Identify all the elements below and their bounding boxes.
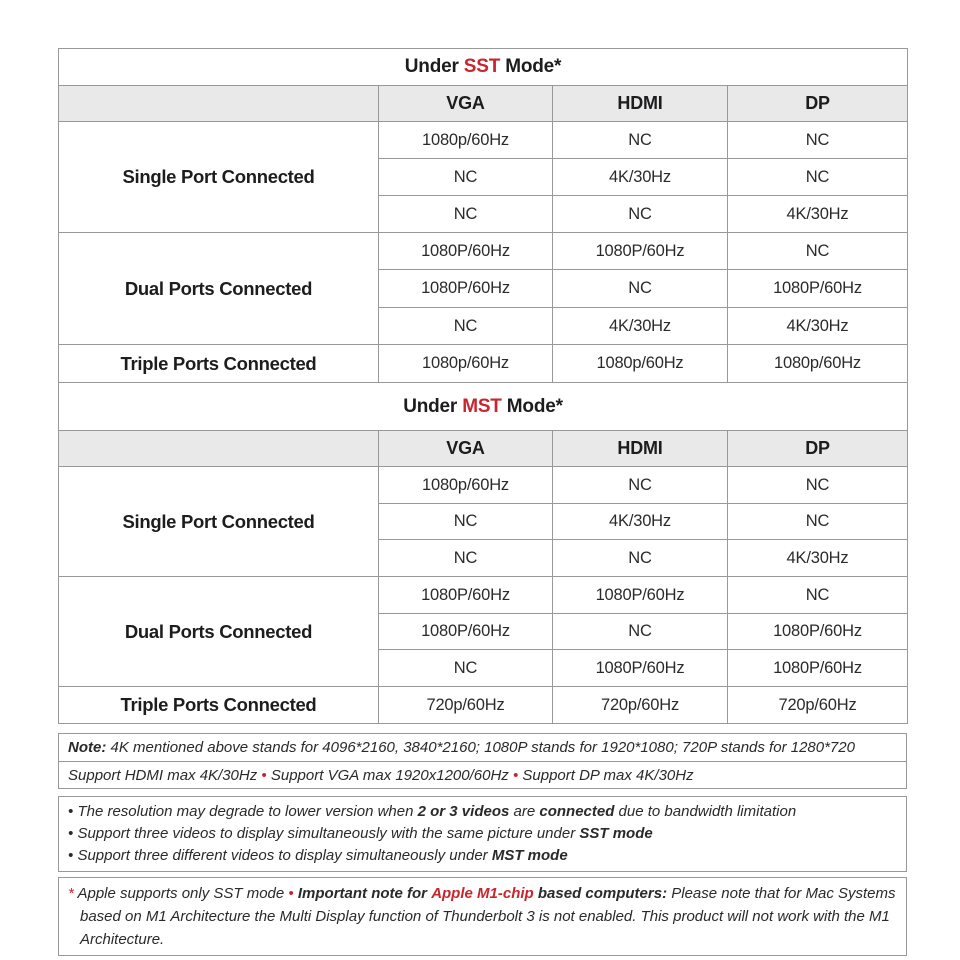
column-header-hdmi: HDMI: [553, 431, 728, 467]
bullet-marker: •: [68, 803, 74, 820]
column-header-dp: DP: [728, 431, 908, 467]
apple-note-text: [68, 882, 897, 951]
resolution-cell: NC: [379, 504, 553, 540]
resolution-cell: 4K/30Hz: [553, 159, 728, 196]
resolution-cell: NC: [728, 233, 908, 270]
resolution-cell: 1080P/60Hz: [728, 650, 908, 687]
bullet-text: The resolution may degrade to lower version when: [77, 803, 418, 820]
sst-title-row: [59, 49, 908, 86]
resolution-cell: NC: [553, 540, 728, 577]
mode-name-mst: MST: [462, 395, 502, 417]
resolution-cell: NC: [379, 159, 553, 196]
bullet-text: due to bandwidth limitation: [614, 803, 797, 820]
resolution-cell: 4K/30Hz: [728, 540, 908, 577]
bullet-text-bold: SST mode: [579, 825, 653, 842]
table-row: [59, 577, 908, 614]
resolution-cell: 1080P/60Hz: [379, 270, 553, 308]
support-text: Support VGA max 1920x1200/60Hz: [270, 766, 509, 784]
sst-triple-ports-label: Triple Ports Connected: [59, 345, 379, 383]
resolution-cell: 4K/30Hz: [728, 308, 908, 345]
table-row: [59, 233, 908, 270]
title-text: Mode*: [501, 395, 563, 417]
support-text: Support HDMI max 4K/30Hz: [68, 766, 258, 784]
resolution-cell: 1080P/60Hz: [379, 577, 553, 614]
mst-section-title: [59, 383, 908, 431]
resolution-cell: NC: [553, 467, 728, 504]
bullet-text: are: [509, 803, 540, 820]
resolution-cell: 1080P/60Hz: [553, 577, 728, 614]
bullet-separator: •: [288, 885, 294, 902]
apple-text: Please note that for Mac Systems based on M1 Architecture the Multi Display function of Thunderbolt 3 is not enabled. This product will not work with the M1 Architecture.: [80, 885, 896, 948]
resolution-cell: NC: [728, 577, 908, 614]
resolution-cell: 1080p/60Hz: [553, 345, 728, 383]
apple-text-bold: Important note for: [297, 885, 428, 902]
asterisk-marker: *: [68, 885, 74, 902]
resolution-cell: NC: [728, 504, 908, 540]
apple-m1-chip-text: Apple M1-chip: [431, 885, 534, 902]
resolution-cell: NC: [379, 540, 553, 577]
sst-column-header-row: [59, 86, 908, 122]
resolution-cell: 4K/30Hz: [553, 308, 728, 345]
resolution-cell: 720p/60Hz: [728, 687, 908, 724]
mst-triple-ports-label: Triple Ports Connected: [59, 687, 379, 724]
note-row: [59, 734, 906, 761]
resolution-cell: 1080P/60Hz: [728, 614, 908, 650]
bullet-text-bold: MST mode: [491, 847, 568, 864]
bullet-text: Support three videos to display simultaneously with the same picture under: [77, 825, 580, 842]
title-text: Under: [404, 56, 464, 77]
sst-section-title: [59, 49, 908, 86]
resolution-cell: NC: [728, 122, 908, 159]
resolution-cell: 1080p/60Hz: [379, 345, 553, 383]
bullet-separator: •: [261, 766, 267, 784]
note-label: Note:: [68, 739, 107, 756]
bullet-separator: •: [512, 766, 519, 784]
mst-single-port-label: Single Port Connected: [59, 467, 379, 577]
resolution-cell: 4K/30Hz: [728, 196, 908, 233]
support-row: [59, 761, 906, 788]
resolution-spec-table: [58, 48, 908, 724]
list-item: [68, 801, 897, 823]
title-text: Mode*: [500, 56, 562, 77]
sst-dual-ports-label: Dual Ports Connected: [59, 233, 379, 345]
bullet-marker: •: [68, 825, 74, 842]
sst-single-port-label: Single Port Connected: [59, 122, 379, 233]
support-text: Support DP max 4K/30Hz: [522, 766, 694, 784]
resolution-cell: NC: [553, 122, 728, 159]
apple-text: Apple supports only SST mode: [77, 885, 285, 902]
resolution-cell: NC: [728, 467, 908, 504]
resolution-cell: 1080P/60Hz: [379, 614, 553, 650]
empty-header-cell: [59, 431, 379, 467]
column-header-dp: DP: [728, 86, 908, 122]
table-row: [59, 345, 908, 383]
table-row: [59, 467, 908, 504]
resolution-cell: 1080p/60Hz: [379, 122, 553, 159]
note-box: [58, 733, 907, 789]
apple-note-box: [58, 877, 907, 956]
resolution-cell: NC: [553, 614, 728, 650]
resolution-cell: NC: [379, 650, 553, 687]
resolution-cell: NC: [553, 270, 728, 308]
resolution-cell: 720p/60Hz: [379, 687, 553, 724]
resolution-cell: 1080p/60Hz: [379, 467, 553, 504]
empty-header-cell: [59, 86, 379, 122]
table-row: [59, 687, 908, 724]
table-row: [59, 122, 908, 159]
spec-sheet: [58, 48, 907, 956]
resolution-cell: 1080P/60Hz: [728, 270, 908, 308]
resolution-cell: 1080P/60Hz: [553, 650, 728, 687]
column-header-hdmi: HDMI: [553, 86, 728, 122]
resolution-cell: NC: [728, 159, 908, 196]
resolution-cell: 720p/60Hz: [553, 687, 728, 724]
mst-title-row: [59, 383, 908, 431]
column-header-vga: VGA: [379, 86, 553, 122]
bullet-list-box: [58, 796, 907, 872]
note-text: 4K mentioned above stands for 4096*2160, 3840*2160; 1080P stands for 1920*1080; 720P stands for 1280*720: [106, 739, 855, 756]
resolution-cell: NC: [379, 308, 553, 345]
mst-dual-ports-label: Dual Ports Connected: [59, 577, 379, 687]
resolution-cell: 1080P/60Hz: [553, 233, 728, 270]
list-item: [68, 823, 897, 845]
bullet-text: Support three different videos to display simultaneously under: [77, 847, 492, 864]
bullet-text-bold: 2 or 3 videos: [417, 803, 510, 820]
resolution-cell: 1080p/60Hz: [728, 345, 908, 383]
resolution-cell: NC: [553, 196, 728, 233]
resolution-cell: 1080P/60Hz: [379, 233, 553, 270]
apple-text-bold: based computers:: [537, 885, 668, 902]
mst-column-header-row: [59, 431, 908, 467]
title-text: Under: [403, 395, 463, 417]
bullet-text-bold: connected: [539, 803, 615, 820]
resolution-cell: 4K/30Hz: [553, 504, 728, 540]
resolution-cell: NC: [379, 196, 553, 233]
list-item: [68, 845, 897, 867]
bullet-marker: •: [68, 847, 74, 864]
mode-name-sst: SST: [463, 56, 501, 77]
column-header-vga: VGA: [379, 431, 553, 467]
